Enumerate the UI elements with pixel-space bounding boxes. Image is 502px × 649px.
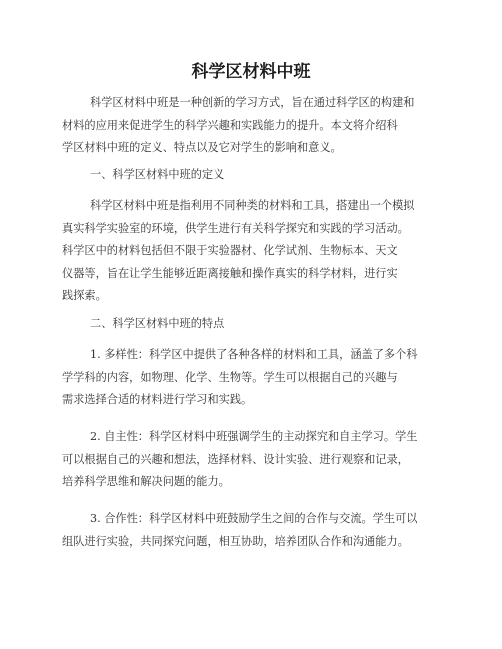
- feature-item-cooperation: [62, 508, 452, 553]
- intro-paragraph: [62, 92, 452, 160]
- text-line: 3. 合作性：科学区材料中班鼓励学生之间的合作与交流。学生可以: [90, 512, 418, 525]
- text-line: 培养科学思维和解决问题的能力。: [62, 475, 230, 488]
- text-line: 践探索。: [62, 289, 107, 302]
- definition-paragraph: [62, 195, 452, 308]
- text-line: 真实科学实验室的环境，供学生进行有关科学探究和实践的学习活动。: [62, 221, 409, 235]
- feature-item-autonomy: [62, 426, 452, 494]
- text-line: 1. 多样性：科学区中提供了各种各样的材料和工具，涵盖了多个科: [90, 348, 418, 361]
- text-line: 2. 自主性：科学区材料中班强调学生的主动探究和自主学习。学生: [90, 430, 418, 443]
- text-line: 学区材料中班的定义、特点以及它对学生的影响和意义。: [62, 141, 342, 154]
- text-line: 科学区材料中班是一种创新的学习方式，旨在通过科学区的构建和: [90, 96, 415, 109]
- text-line: 仪器等，旨在让学生能够近距离接触和操作真实的科学材料，进行实: [62, 266, 398, 280]
- text-line: 需求选择合适的材料进行学习和实践。: [62, 393, 253, 406]
- text-line: 组队进行实验，共同探究问题，相互协助，培养团队合作和沟通能力。: [62, 534, 409, 548]
- section-heading-definition: 一、科学区材料中班的定义: [90, 168, 225, 181]
- text-line: 材料的应用来促进学生的科学兴趣和实践能力的提升。本文将介绍科: [62, 118, 398, 132]
- text-line: 科学区材料中班是指利用不同种类的材料和工具，搭建出一个模拟: [90, 199, 415, 212]
- feature-item-diversity: [62, 344, 452, 412]
- text-line: 可以根据自己的兴趣和想法，选择材料、设计实验、进行观察和记录，: [62, 452, 409, 466]
- page-title: 科学区材料中班: [191, 62, 311, 82]
- text-line: 科学区中的材料包括但不限于实验器材、化学试剂、生物标本、天文: [62, 244, 398, 257]
- section-heading-features: 二、科学区材料中班的特点: [90, 317, 225, 330]
- text-line: 学学科的内容，如物理、化学、生物等。学生可以根据自己的兴趣与: [62, 370, 398, 384]
